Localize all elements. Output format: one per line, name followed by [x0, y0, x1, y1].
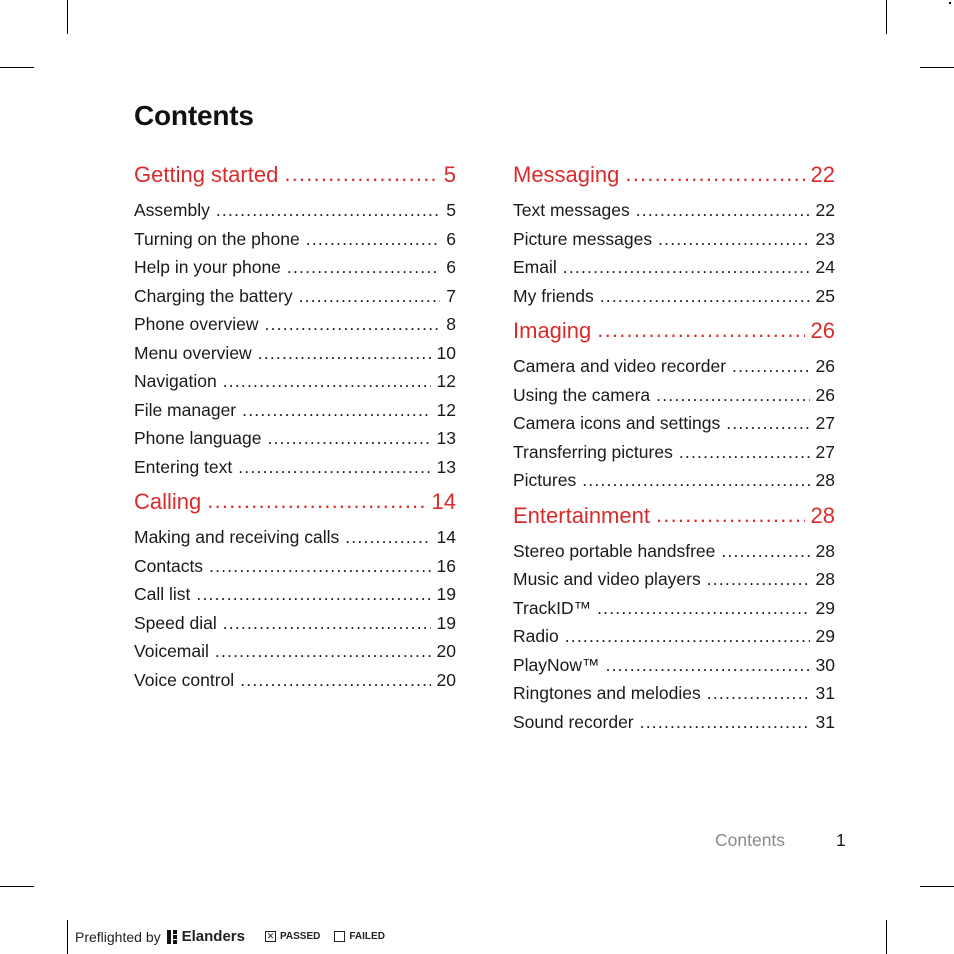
passed-checkbox-box: ✕ [266, 931, 275, 941]
dot-leader [209, 554, 430, 572]
toc-entry[interactable] [513, 565, 835, 594]
entry-label: Charging the battery [134, 285, 293, 306]
toc-entry[interactable] [513, 438, 835, 467]
entry-label: Picture messages [513, 228, 653, 249]
entry-page: 19 [436, 612, 456, 633]
entry-page: 29 [815, 626, 835, 646]
toc-entry[interactable] [513, 679, 835, 708]
toc-entry[interactable] [513, 282, 835, 311]
entry-page: 27 [815, 413, 835, 433]
dot-leader [656, 383, 809, 401]
entry-page: 28 [815, 470, 835, 490]
elanders-logo [167, 928, 245, 945]
dot-leader [726, 412, 809, 430]
entry-label: Transferring pictures [513, 441, 673, 462]
crop-mark [886, 920, 887, 954]
entry-label: Ringtones and melodies [513, 683, 701, 703]
entry-page: 25 [815, 285, 835, 306]
toc-entry[interactable] [513, 196, 835, 225]
section-title: Imaging [513, 318, 592, 343]
entry-label: Call list [134, 584, 191, 604]
toc-entry[interactable] [134, 196, 456, 225]
footer-page-number: 1 [836, 830, 846, 850]
entry-label: Entering text [134, 456, 233, 477]
entry-page: 7 [446, 285, 456, 306]
toc-entry[interactable] [134, 580, 456, 609]
entry-label: Voice control [134, 669, 235, 690]
toc-entry[interactable] [134, 424, 456, 453]
entry-page: 28 [815, 569, 835, 589]
section-title: Getting started [134, 162, 279, 187]
toc-entry-list [134, 523, 456, 694]
entry-page: 13 [436, 428, 456, 448]
entry-page: 12 [436, 399, 456, 420]
entry-label: Assembly [134, 200, 210, 220]
entry-page: 13 [436, 456, 456, 477]
failed-checkbox-box [334, 931, 345, 942]
section-page: 28 [810, 502, 835, 528]
toc-section-heading[interactable] [513, 158, 835, 192]
entry-page: 12 [436, 371, 456, 391]
entry-label: Text messages [513, 200, 630, 220]
dot-leader [223, 611, 431, 629]
entry-page: 5 [446, 200, 456, 220]
toc-entry[interactable] [134, 552, 456, 581]
dot-leader [625, 160, 804, 182]
dot-leader [636, 199, 810, 217]
entry-label: Help in your phone [134, 257, 281, 277]
entry-label: Sound recorder [513, 711, 634, 732]
toc-entry[interactable] [513, 409, 835, 438]
toc-entry[interactable] [134, 609, 456, 638]
dot-leader [306, 227, 441, 245]
entry-label: Camera icons and settings [513, 413, 721, 433]
dot-leader [597, 316, 804, 338]
dot-leader [721, 539, 809, 557]
registration-dot [949, 2, 951, 4]
entry-label: Navigation [134, 371, 217, 391]
entry-page: 29 [815, 597, 835, 618]
entry-label: Email [513, 257, 557, 277]
entry-label: Speed dial [134, 612, 217, 633]
entry-page: 28 [815, 540, 835, 561]
crop-mark [920, 886, 954, 887]
crop-mark [920, 67, 954, 68]
entry-label: Contacts [134, 555, 204, 576]
dot-leader [284, 160, 437, 182]
dot-leader [238, 455, 430, 473]
entry-label: Using the camera [513, 384, 651, 405]
entry-page: 24 [815, 257, 835, 277]
dot-leader [287, 256, 440, 274]
elanders-logo-icon [167, 930, 179, 944]
section-title: Messaging [513, 162, 620, 187]
entry-page: 23 [815, 228, 835, 249]
dot-leader [345, 526, 430, 544]
toc-entry[interactable] [134, 396, 456, 425]
toc-entry[interactable] [134, 225, 456, 254]
toc-entry[interactable] [513, 537, 835, 566]
dot-leader [679, 440, 810, 458]
entry-page: 6 [446, 228, 456, 249]
dot-leader [223, 370, 431, 388]
toc-entry[interactable] [513, 466, 835, 495]
toc-entry[interactable] [134, 523, 456, 552]
entry-label: PlayNow™ [513, 654, 600, 675]
entry-label: Menu overview [134, 342, 252, 363]
dot-leader [707, 568, 810, 586]
dot-leader [732, 355, 810, 373]
crop-mark [0, 67, 34, 68]
entry-label: File manager [134, 399, 237, 420]
preflight-stamp [75, 928, 385, 945]
dot-leader [563, 256, 810, 274]
entry-page: 30 [815, 654, 835, 675]
dot-leader [240, 668, 430, 686]
toc-entry[interactable] [134, 666, 456, 695]
toc-column-left [134, 158, 456, 698]
elanders-brand: Elanders [181, 928, 245, 945]
toc-section-heading[interactable] [513, 314, 835, 348]
dot-leader [242, 398, 430, 416]
crop-mark [0, 886, 34, 887]
crop-mark [67, 0, 68, 34]
section-page: 5 [443, 162, 456, 187]
entry-label: Making and receiving calls [134, 527, 340, 547]
crop-mark [886, 0, 887, 34]
section-page: 26 [810, 318, 835, 343]
dot-leader [640, 710, 810, 728]
entry-page: 22 [815, 200, 835, 220]
toc-entry[interactable] [513, 381, 835, 410]
dot-leader [265, 313, 441, 331]
toc-entry[interactable] [513, 352, 835, 381]
entry-page: 20 [436, 669, 456, 690]
entry-label: Voicemail [134, 641, 209, 661]
toc-entry[interactable] [134, 367, 456, 396]
entry-label: Radio [513, 626, 559, 646]
dot-leader [196, 583, 430, 601]
entry-label: Phone language [134, 428, 262, 448]
toc-section-heading[interactable] [134, 158, 456, 192]
entry-page: 31 [815, 683, 835, 703]
dot-leader [258, 341, 431, 359]
toc-entry[interactable] [513, 651, 835, 680]
entry-page: 6 [446, 257, 456, 277]
page-title: Contents [134, 100, 254, 131]
entry-page: 16 [436, 555, 456, 576]
entry-label: Turning on the phone [134, 228, 300, 249]
toc-entry[interactable] [513, 622, 835, 651]
toc-column-right [513, 158, 835, 740]
entry-label: Camera and video recorder [513, 356, 727, 376]
entry-label: Stereo portable handsfree [513, 540, 716, 561]
dot-leader [600, 284, 810, 302]
entry-page: 26 [815, 356, 835, 376]
entry-label: Music and video players [513, 569, 701, 589]
crop-mark [67, 920, 68, 954]
preflight-text: Preflighted by [75, 928, 161, 945]
toc-entry-list [513, 537, 835, 737]
dot-leader [207, 487, 425, 509]
dot-leader [606, 653, 810, 671]
entry-page: 14 [436, 527, 456, 547]
section-page: 22 [810, 162, 835, 187]
dot-leader [707, 682, 810, 700]
toc-section-heading[interactable] [134, 485, 456, 519]
passed-label: PASSED [279, 931, 321, 942]
footer-section-label: Contents [715, 830, 786, 850]
dot-leader [597, 596, 809, 614]
toc-entry[interactable] [513, 253, 835, 282]
toc-entry[interactable] [134, 637, 456, 666]
dot-leader [216, 199, 440, 217]
dot-leader [582, 469, 809, 487]
toc-entry-list [134, 196, 456, 481]
entry-page: 8 [446, 314, 456, 334]
section-title: Entertainment [513, 502, 650, 528]
toc-entry[interactable] [513, 594, 835, 623]
entry-label: TrackID™ [513, 597, 592, 618]
dot-leader [299, 284, 441, 302]
entry-label: My friends [513, 285, 594, 306]
dot-leader [656, 501, 805, 523]
toc-entry[interactable] [134, 282, 456, 311]
dot-leader [267, 427, 430, 445]
toc-entry[interactable] [513, 225, 835, 254]
entry-label: Phone overview [134, 314, 259, 334]
section-page: 14 [431, 489, 456, 514]
toc-entry-list [513, 352, 835, 495]
passed-checkbox [265, 931, 320, 942]
entry-page: 31 [815, 711, 835, 732]
toc-entry[interactable] [134, 453, 456, 482]
toc-section-heading[interactable] [513, 499, 835, 533]
toc-entry-list [513, 196, 835, 310]
entry-page: 10 [436, 342, 456, 363]
entry-page: 20 [436, 641, 456, 661]
entry-page: 27 [815, 441, 835, 462]
toc-entry[interactable] [134, 253, 456, 282]
toc-entry[interactable] [513, 708, 835, 737]
toc-entry[interactable] [134, 339, 456, 368]
failed-checkbox [334, 931, 385, 942]
dot-leader [658, 227, 809, 245]
section-title: Calling [134, 489, 202, 514]
failed-label: FAILED [349, 931, 385, 942]
entry-page: 19 [436, 584, 456, 604]
dot-leader [565, 625, 810, 643]
dot-leader [215, 640, 431, 658]
entry-page: 26 [815, 384, 835, 405]
toc-entry[interactable] [134, 310, 456, 339]
entry-label: Pictures [513, 470, 577, 490]
